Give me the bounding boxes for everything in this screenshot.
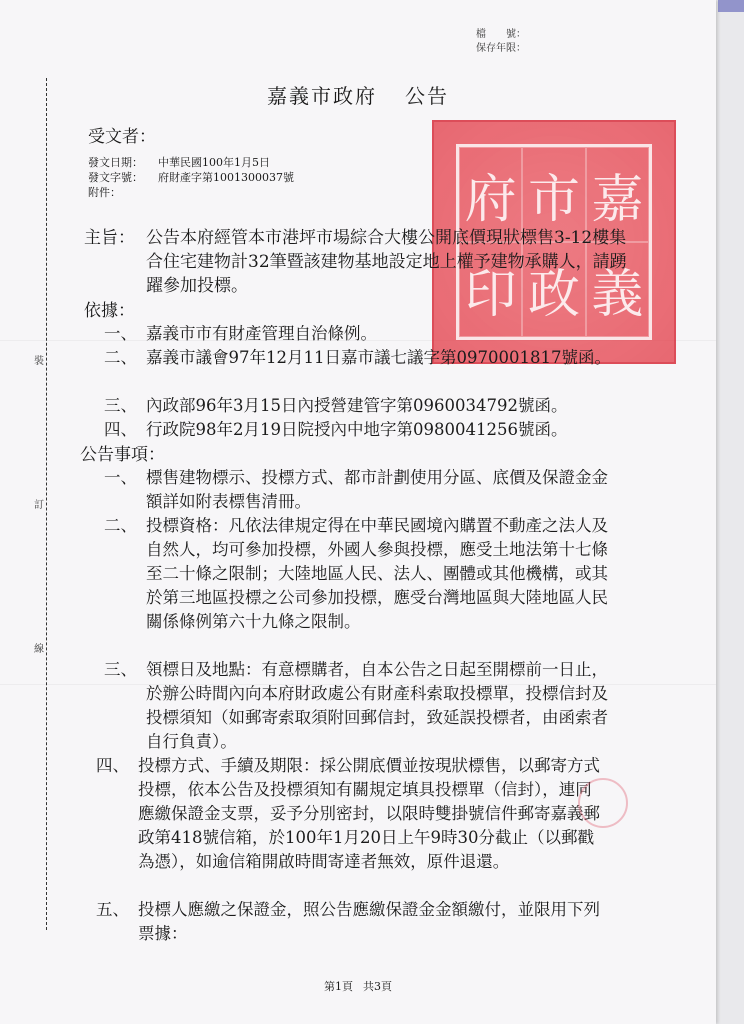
- basis-item-text: 嘉義市市有財產管理自治條例。: [146, 324, 377, 343]
- binding-char: 裝: [33, 350, 45, 369]
- subject-label: 主旨：: [84, 228, 135, 248]
- seal-glyph: 義: [586, 242, 649, 337]
- seal-glyph: 政: [522, 242, 585, 337]
- file-number-label: 檔 號：: [476, 29, 526, 40]
- notice-heading: 公告事項：: [80, 445, 165, 465]
- faint-stamp-mark: [578, 778, 628, 828]
- title-doc-type: 公告: [405, 84, 449, 108]
- issue-date-value: 中華民國100年1月5日: [158, 156, 270, 169]
- page-total: 共3頁: [363, 980, 392, 993]
- issue-date-row: [88, 155, 294, 170]
- issue-ref-row: [88, 170, 294, 185]
- notice-item-number: 五、: [96, 900, 129, 919]
- subject-text: 公告本府經管本市港坪市場綜合大樓公開底價現狀標售3-12樓集合住宅建物計32筆暨該建物基地設定地上權予建物承購人，請踴躍參加投標。: [146, 228, 627, 296]
- attachment-row: [88, 185, 294, 200]
- notice-item-text: 投標資格：凡依法律規定得在中華民國境內購置不動產之法人及自然人，均可參加投標，外國人參與投標，應受土地法第十七條至二十條之限制；大陸地區人民、法人、團體或其他機構，或其於第三地區投標之公司參加投標，應受台灣地區與大陸地區人民關係條例第六十九條之限制。: [146, 516, 608, 631]
- retention-label: 保存年限：: [476, 43, 526, 54]
- seal-glyph: 嘉: [586, 147, 649, 242]
- notice-item-text: 領標日及地點：有意標購者，自本公告之日起至開標前一日止，於辦公時間內向本府財政處公有財產科索取投標單，投標信封及投標須知（如郵寄索取須附回郵信封，致延誤投標者，由函索者自行負責）。: [146, 660, 608, 751]
- attachment-label: 附件：: [88, 186, 121, 199]
- issue-date-label: 發文日期：: [88, 156, 143, 169]
- basis-item-number: 一、: [104, 324, 137, 343]
- basis-item-number: 四、: [104, 420, 137, 439]
- notice-item-text: 標售建物標示、投標方式、都市計劃使用分區、底價及保證金金額詳如附表標售清冊。: [146, 468, 608, 511]
- page-footer: [0, 978, 716, 994]
- file-meta: [476, 28, 526, 56]
- basis-item-number: 三、: [104, 396, 137, 415]
- binding-char: 訂: [33, 494, 45, 513]
- basis-item-text: 行政院98年2月19日院授內中地字第0980041256號函。: [146, 420, 568, 439]
- basis-item-number: 二、: [104, 348, 137, 367]
- issue-ref-label: 發文字號：: [88, 171, 143, 184]
- seal-glyph: 府: [459, 147, 522, 242]
- seal-glyph: 市: [522, 147, 585, 242]
- notice-item-number: 三、: [104, 660, 137, 679]
- seal-glyph: 印: [459, 242, 522, 337]
- notice-item-number: 四、: [96, 756, 129, 775]
- issue-ref-value: 府財產字第1001300037號: [158, 171, 294, 184]
- edge-ink-mark: [718, 0, 744, 12]
- document-title: [0, 80, 716, 109]
- page-number: 第1頁: [324, 980, 353, 993]
- notice-item-text: 投標方式、手續及期限：採公開底價並按現狀標售，以郵寄方式投標，依本公告及投標須知有關規定填具投標單（信封），連同應繳保證金支票，妥予分別密封，以限時雙掛號信件郵寄嘉義郵政第418號信箱，於100年1月20日上午9時30分截止（以郵戳為憑），如逾信箱開啟時間寄達者無效，原件退還。: [138, 756, 600, 871]
- basis-heading: 依據：: [84, 301, 135, 321]
- binding-line: [46, 78, 47, 930]
- recipient-label: 受文者：: [88, 127, 156, 147]
- basis-item-text: 嘉義市議會97年12月11日嘉市議七議字第0970001817號函。: [146, 348, 611, 367]
- notice-item-text: 投標人應繳之保證金，照公告應繳保證金金額繳付，並限用下列票據：: [138, 900, 600, 943]
- notice-item-number: 一、: [104, 468, 137, 487]
- notice-item-number: 二、: [104, 516, 137, 535]
- issue-meta: [88, 155, 294, 200]
- basis-item-text: 內政部96年3月15日內授營建管字第0960034792號函。: [146, 396, 568, 415]
- title-org: 嘉義市政府: [267, 84, 377, 108]
- binding-char: 線: [33, 638, 45, 657]
